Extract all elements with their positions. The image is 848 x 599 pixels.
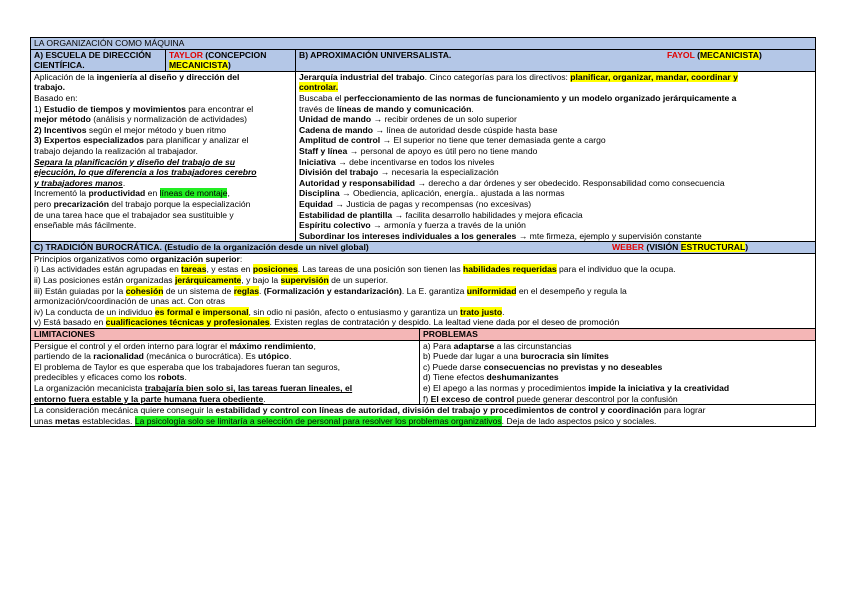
table-title: LA ORGANIZACIÓN COMO MÁQUINA bbox=[34, 38, 185, 48]
fayol-principle-item: Disciplina → Obediencia, aplicación, energía.. ajustada a las normas bbox=[299, 188, 565, 199]
fayol-principle-item: Staff y línea → personal de apoyo es útil pero no tiene mando bbox=[299, 145, 538, 156]
limitaciones-content: Persigue el control y el orden interno para lograr el máximo rendimiento, partiendo de la racionalidad (mecánica o burocrática). Es utópico. El problema de Taylor es que esperaba que los trabajadores fueran tan seguros, predecibles y eficaces como los robots. La organización mecanicista trabajaría bien solo si, las tareas fueran lineales, el entorno fuera estable y la parte humana fuera obediente. bbox=[34, 340, 353, 404]
header-fayol: FAYOL (MECANICISTA) bbox=[667, 49, 762, 60]
header-weber: WEBER (VISIÓN ESTRUCTURAL) bbox=[612, 242, 749, 253]
body-row-lim-prob bbox=[31, 341, 815, 406]
header-taylor: TAYLOR (CONCEPCION MECANICISTA) bbox=[165, 50, 295, 71]
header-row-ab bbox=[31, 50, 815, 72]
fayol-principle-item: Subordinar los intereses individuales a los generales → mte firmeza, ejemplo y supervisión constante bbox=[299, 230, 702, 241]
header-aproximacion-universalista: B) APROXIMACIÓN UNIVERSALISTA. bbox=[295, 50, 607, 71]
fayol-principle-item: Estabilidad de plantilla → facilita desarrollo habilidades y mejora eficacia bbox=[299, 209, 583, 220]
body-row-ab bbox=[31, 72, 815, 243]
title-row bbox=[31, 38, 815, 50]
fayol-principle-item: División del trabajo → necesaria la especialización bbox=[299, 167, 499, 178]
weber-content: Principios organizativos como organización superior: i) Las actividades están agrupadas en tareas, y estas en posiciones. Las tareas de una posición son tienen las habilidades requeridas para el individuo que la ocupa. ii) Las posiciones están organizadas jerárquicamente, y bajo la supervisión de un superior. iii) Están guiadas por la cohesión de un sistema de reglas. (Formalización y estandarización). La E. garantiza uniformidad en el desempeño y regula la armonización/coordinación de unas act. Con otras iv) La conducta de un individuo es formal e impersonal, sin odio ni pasión, afecto o entusiasmo y garantiza un trato justo. v) Está basado en cualificaciones técnicas y profesionales. Existen reglas de contratación y despido. La lealtad viene dada por el deseo de promoción bbox=[34, 253, 676, 328]
fayol-principle-item: Iniciativa → debe incentivarse en todos los niveles bbox=[299, 156, 495, 167]
header-limitaciones: LIMITACIONES bbox=[34, 329, 95, 340]
problema-item: a) Para adaptarse a las circunstancias bbox=[423, 340, 572, 351]
footer-row bbox=[31, 405, 815, 426]
problemas-content bbox=[419, 341, 815, 405]
fayol-content: Jerarquía industrial del trabajo. Cinco categorías para los directivos: planificar, organizar, mandar, coordinar y controlar. Buscaba el perfeccionamiento de las normas de funcionamiento y un modelo organizado jerárquicamente a través de líneas de mando y comunicación. Unidad de mando → recibir ordenes de un solo superior Cadena de mando → línea de autoridad desde cúspide hasta base Amplitud de control → El superior no tiene que tener demasiada gente a cargo Staff y línea → personal de apoyo es útil pero no tiene mando Iniciativa → debe incentivarse en todos los niveles División del trabajo → necesaria la especialización Autoridad y responsabilidad → derecho a dar órdenes y ser obedecido. Responsabilidad como consecuencia Disciplina → Obediencia, aplicación, energía.. ajustada a las normas Equidad → Justicia de pagas y recompensas (no excesivas) Estabilidad de plantilla → facilita desarrollo habilidades y mejora eficacia Espíritu colectivo → armonía y fuerza a través de la unión Subordinar los intereses individuales a los generales → mte firmeza, ejemplo y supervisión constante bbox=[295, 72, 815, 242]
header-problemas: PROBLEMAS bbox=[419, 329, 815, 340]
fayol-principle-item: Amplitud de control → El superior no tiene que tener demasiada gente a cargo bbox=[299, 135, 606, 146]
problema-item: f) El exceso de control puede generar descontrol por la confusión bbox=[423, 393, 678, 404]
problema-item: d) Tiene efectos deshumanizantes bbox=[423, 372, 559, 383]
body-row-c bbox=[31, 254, 815, 329]
taylor-name: TAYLOR bbox=[169, 49, 203, 60]
fayol-principle-item: Cadena de mando → línea de autoridad desde cúspide hasta base bbox=[299, 124, 558, 135]
header-escuela-cientifica: A) ESCUELA DE DIRECCIÓN CIENTÍFICA. bbox=[34, 49, 152, 71]
weber-name: WEBER bbox=[612, 242, 644, 253]
header-tradicion-burocratica: C) TRADICIÓN BUROCRÁTICA. (Estudio de la organización desde un nivel global) bbox=[34, 242, 369, 253]
fayol-principles-list bbox=[299, 114, 812, 241]
fayol-principle-item: Autoridad y responsabilidad → derecho a dar órdenes y ser obedecido. Responsabilidad como consecuencia bbox=[299, 177, 725, 188]
fayol-principle-item: Espíritu colectivo → armonía y fuerza a través de la unión bbox=[299, 220, 526, 231]
summary-table bbox=[30, 37, 816, 427]
taylor-content: Aplicación de la ingeniería al diseño y dirección del trabajo. Basado en: 1) Estudio de tiempos y movimientos para encontrar el mejor método (análisis y normalización de actividades) 2) Incentivos según el mejor método y buen ritmo 3) Expertos especializados para planificar y analizar el trabajo dejando la realización al trabajador. Separa la planificación y diseño del trabajo de su ejecución, lo que diferencia a los trabajadores cerebro y trabajadores manos. Incrementó la productividad en líneas de montaje, pero precarización del trabajo porque la especialización de una tarea hace que el trabajador sea sustituible y enseñable más fácilmente. bbox=[34, 71, 257, 231]
fayol-name: FAYOL bbox=[667, 49, 695, 60]
conclusion-content: La consideración mecánica quiere conseguir la estabilidad y control con líneas de autoridad, división del trabajo y procedimientos de control y coordinación para lograr unas metas establecidas. La psicología solo se limitaría a selección de personal para resolver los problemas organizativos. Deja de lado aspectos psico y sociales. bbox=[34, 405, 706, 426]
problema-item: b) Puede dar lugar a una burocracia sin límites bbox=[423, 351, 609, 362]
fayol-principle-item: Equidad → Justicia de pagas y recompensas (no excesivas) bbox=[299, 198, 532, 209]
header-row-c bbox=[31, 242, 815, 254]
header-row-lim-prob bbox=[31, 329, 815, 341]
problema-item: e) El apego a las normas y procedimientos impide la iniciativa y la creatividad bbox=[423, 383, 730, 393]
fayol-principle-item: Unidad de mando → recibir ordenes de un solo superior bbox=[299, 114, 517, 125]
problema-item: c) Puede darse consecuencias no previstas y no deseables bbox=[423, 361, 663, 372]
